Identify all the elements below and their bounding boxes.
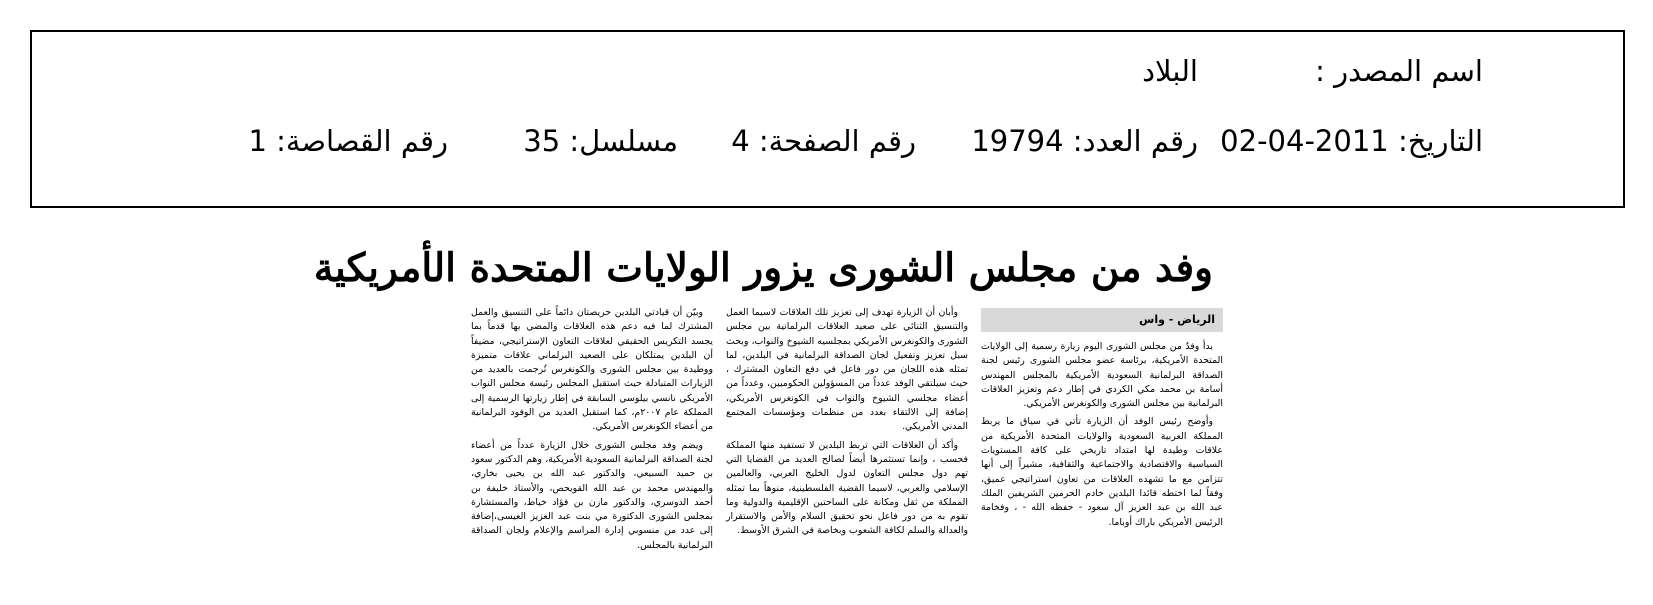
paragraph: ويضم وفد مجلس الشورى خلال الزيارة عدداً من أعضاء لجنة الصداقة البرلمانية السعودية الأمريكية، وهم الدكتور سعود بن حميد السبيعي، والدكتور عبد الله بن يحيى بخاري، والمهندس محمد بن عبد الله القويحص، والأستاذ خليفة بن أحمد الدوسري، والدكتور مازن بن فؤاد خياط، والمستشارة بمجلس الشورى الدكتورة مي بنت عبد العزيز العيسى،إضافة إلى عدد من منسوبي إدارة المراسم والإعلام ولجان الصداقة البرلمانية بالمجلس.	[471, 439, 713, 551]
paragraph: بدأ وفدٌ من مجلس الشورى اليوم زيارة رسمية إلى الولايات المتحدة الأمريكية، برئاسة عضو مجلس الشورى رئيس لجنة الصداقة البرلمانية السعودية الأمريكية بالمجلس المهندس أسامة بن محمد مكي الكردي في إطار دعم وتعزيز العلاقات البرلمانية بين مجلس الشورى والكونغرس الأمريكي.	[981, 341, 1223, 410]
paragraph: وأبان أن الزيارة تهدف إلى تعزيز تلك العلاقات لاسيما العمل والتنسيق الثنائي على صعيد العلاقات البرلمانية بين مجلس الشورى والكونغرس الأمريكي بمجلسيه الشيوخ والنواب، وبحث سبل تعزيز وتفعيل لجان الصداقة البرلمانية في البلدين، لما تمثله هذه اللجان من دور فاعل في دفع التعاون المشترك ، حيث سيلتقي الوفد عدداً من المسؤولين الحكوميين، وعدداً من أعضاء مجلسي الشيوخ والنواب في الكونغرس الأمريكي، إضافة إلى الالتقاء بعدد من منظمات ومؤسسات المجتمع المدني الأمريكي.	[726, 307, 968, 433]
paragraph: وأوضح رئيس الوفد أن الزيارة تأتي في سياق ما يربط المملكة العربية السعودية والولايات المتحدة الأمريكية من علاقات وطيدة لها امتداد تاريخي على كافة المستويات السياسية والاقتصادية والاجتماعية والثقافية، مشيراً إلى أنها تتزامن مع ما تشهده العلاقات من تعاون استراتيجي عميق، وفقاً لما اختطه قائدا البلدين خادم الحرمين الشريفين الملك عبد الله بن عبد العزيز آل سعود - حفظه الله - ، وفخامة الرئيس الأمريكي باراك أوباما.	[981, 416, 1223, 528]
clip-number-field: رقم القصاصة: 1	[248, 124, 448, 158]
serial-field: مسلسل: 35	[523, 124, 678, 158]
article-headline: وفد من مجلس الشورى يزور الولايات المتحدة الأمريكية	[313, 245, 1213, 291]
source-value: البلاد	[1142, 54, 1198, 88]
issue-number-field: رقم العدد: 19794	[971, 124, 1198, 158]
paragraph: وبيّن أن قيادتي البلدين حريصتان دائماً على التنسيق والعمل المشترك لما فيه دعم هذه العلاقات والمضي بها قدماً بما يجسد التكريس الحقيقي لعلاقات التعاون الإستراتيجي، مضيفاً أن البلدين يمتلكان على الصعيد البرلماني علاقات متميزة ووطيدة بين مجلس الشورى والكونغرس تُرجمت بالعديد من الزيارات المتبادلة حيث استقبل المجلس رئيسة مجلس النواب الأمريكي نانسي بيلوسي السابقة في إطار زيارتها الرسمية إلى المملكة عام ٢٠٠٧م، كما استقبل العديد من الوفود البرلمانية من أعضاء الكونغرس الأمريكي.	[471, 307, 713, 433]
article-column-3	[471, 306, 713, 557]
clipping-metadata-box	[30, 30, 1625, 208]
date-field: التاريخ: 2011-04-02	[1220, 124, 1483, 158]
newspaper-clipping	[313, 240, 1233, 590]
article-column-1	[981, 340, 1223, 534]
article-column-2	[726, 306, 968, 543]
paragraph: وأكد أن العلاقات التي تربط البلدين لا تستفيد منها المملكة فحسب ، وإنما تستثمرها أيضاً لصالح العديد من القضايا التي تهم دول مجلس التعاون لدول الخليج العربي، والعالمين الإسلامي والعربي، لاسيما القضية الفلسطينية، منوهاً بما تمثله المملكة من ثقل ومكانة على الساحتين الإقليمية والدولية وما تقوم به من دور فاعل نحو تحقيق السلام والأمن والاستقرار والعدالة والسلم لكافة الشعوب وبخاصة في الشرق الأوسط.	[726, 439, 968, 537]
source-label: اسم المصدر :	[1315, 54, 1483, 88]
page-number-field: رقم الصفحة: 4	[731, 124, 916, 158]
article-dateline: الرياض - واس	[981, 308, 1223, 332]
